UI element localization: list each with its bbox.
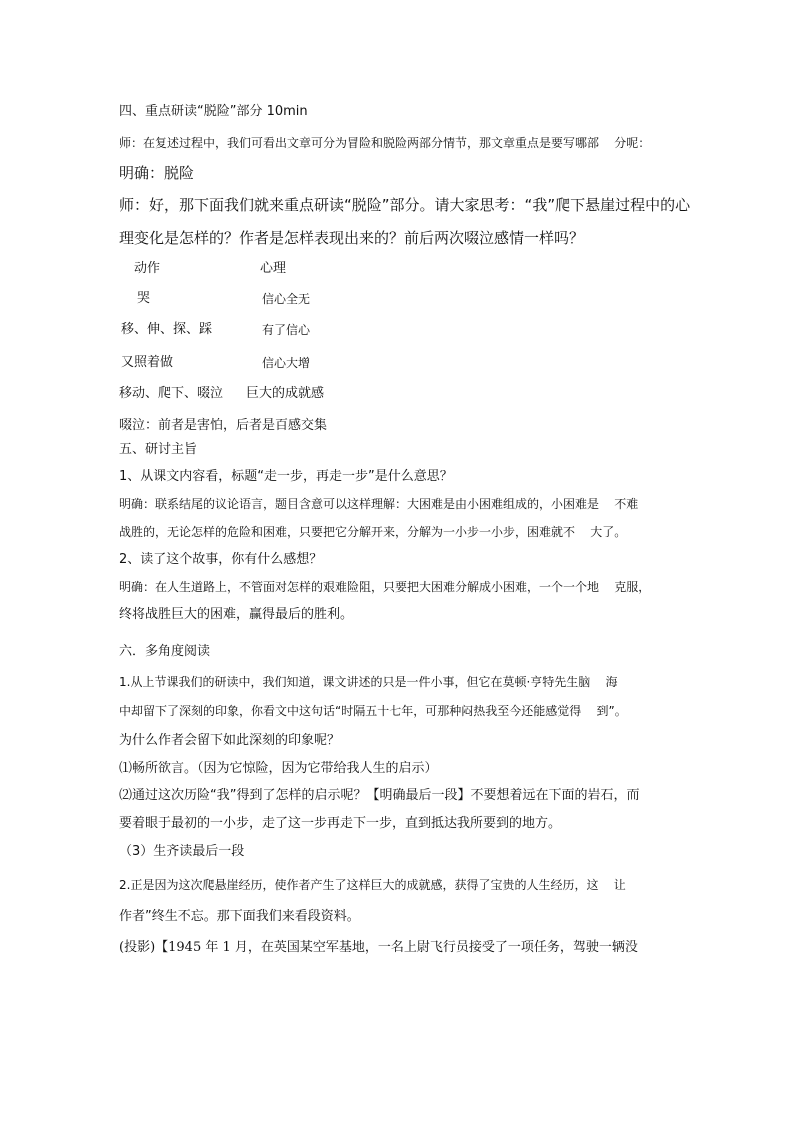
table-row-mind: 信心全无 xyxy=(262,292,311,306)
table-row-mind: 巨大的成就感 xyxy=(246,386,325,401)
table-row-mind: 信心大增 xyxy=(262,356,311,370)
section-heading-5: 五、研讨主旨 xyxy=(119,442,198,457)
answer-1-line-1: 明确：联系结尾的议论语言，题目含意可以这样理解：大困难是由小困难组成的，小困难是 不难 xyxy=(119,497,639,511)
teacher-question-2-line-2: 理变化是怎样的？作者是怎样表现出来的？前后两次啜泣感情一样吗？ xyxy=(119,229,585,247)
paragraph-1-line-1: 1.从上节课我们的研读中，我们知道，课文讲述的只是一件小事，但它在莫顿·亨特先生脑 海 xyxy=(119,675,618,689)
table-row-action: 又照着做 xyxy=(121,355,174,370)
teacher-question-2-line-1: 师：好，那下面我们就来重点研读“脱险”部分。请大家思考：“我”爬下悬崖过程中的心 xyxy=(119,196,691,214)
question-2: 2、读了这个故事，你有什么感想？ xyxy=(119,552,323,567)
answer-2-line-1: 明确：在人生道路上，不管面对怎样的艰难险阻，只要把大困难分解成小困难，一个一个地 克服， xyxy=(119,580,651,594)
list-item-2-line-2: 要着眼于最初的一小步，走了这一步再走下一步，直到抵达我所要到的地方。 xyxy=(119,816,562,831)
note-sobbing: 啜泣：前者是害怕，后者是百感交集 xyxy=(119,418,328,433)
list-item-3: （3）生齐读最后一段 xyxy=(119,844,245,859)
answer-2-line-2: 终将战胜巨大的困难，赢得最后的胜利。 xyxy=(119,607,354,622)
answer-1: 明确：脱险 xyxy=(119,164,195,182)
table-row-action: 移、伸、探、踩 xyxy=(121,322,213,337)
table-header-action: 动作 xyxy=(134,261,161,276)
section-heading-6: 六．多角度阅读 xyxy=(119,644,211,659)
question-1: 1、从课文内容看，标题“走一步，再走一步”是什么意思？ xyxy=(119,469,453,484)
teacher-question-1: 师：在复述过程中，我们可看出文章可分为冒险和脱险两部分情节，那文章重点是要写哪部 分呢： xyxy=(119,136,651,150)
paragraph-3-line-1: (投影)【1945 年 1 月，在英国某空军基地，一名上尉飞行员接受了一项任务，驾驶一辆没 xyxy=(119,940,638,955)
paragraph-2-line-2: 作者”终生不忘。那下面我们来看段资料。 xyxy=(119,909,360,924)
paragraph-1-line-3: 为什么作者会留下如此深刻的印象呢？ xyxy=(119,733,341,748)
table-row-mind: 有了信心 xyxy=(262,323,311,337)
paragraph-1-line-2: 中却留下了深刻的印象，你看文中这句话“时隔五十七年，可那种闷热我至今还能感觉得 到”。 xyxy=(119,704,627,718)
list-item-1: ⑴畅所欲言。（因为它惊险，因为它带给我人生的启示） xyxy=(119,761,438,776)
table-row-action: 移动、爬下、啜泣 xyxy=(119,386,224,401)
paragraph-2-line-1: 2.正是因为这次爬悬崖经历，使作者产生了这样巨大的成就感，获得了宝贵的人生经历，这 让 xyxy=(119,878,626,892)
table-row-action: 哭 xyxy=(137,291,151,306)
table-header-mind: 心理 xyxy=(260,261,287,276)
answer-1-line-2: 战胜的，无论怎样的危险和困难，只要把它分解开来，分解为一小步一小步，困难就不 大了。 xyxy=(119,525,627,539)
list-item-2-line-1: ⑵通过这次历险“我”得到了怎样的启示呢？【明确最后一段】不要想着远在下面的岩石，而 xyxy=(119,788,640,803)
section-heading-4: 四、重点研读“脱险”部分 10min xyxy=(119,104,308,119)
